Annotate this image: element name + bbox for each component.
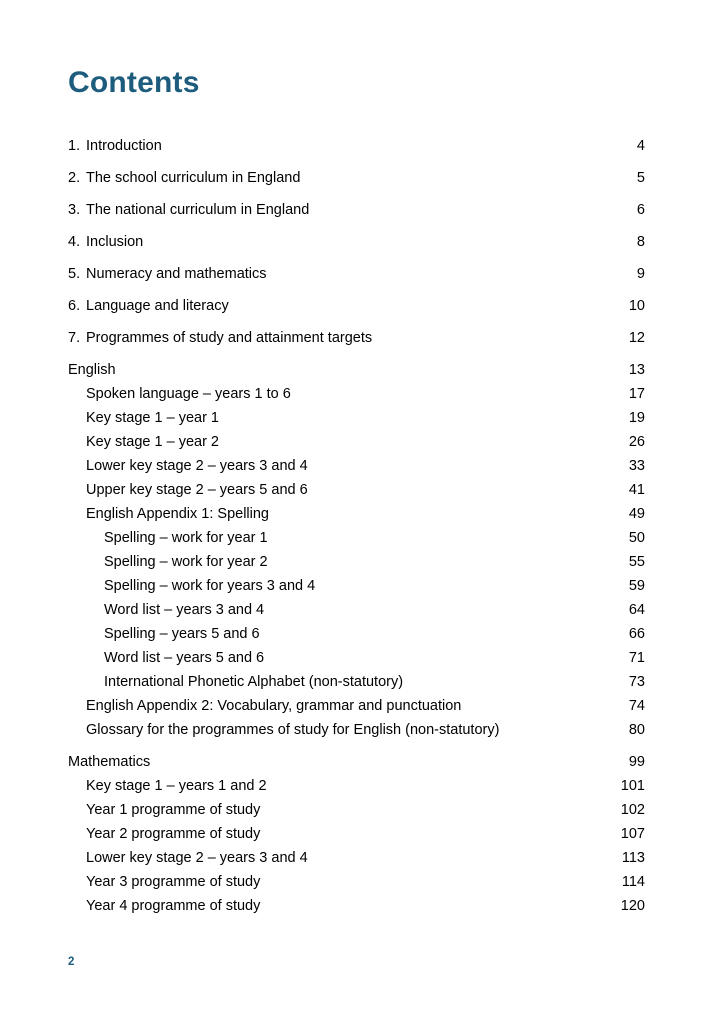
toc-entry[interactable]	[68, 846, 645, 870]
toc-entry-page-number: 102	[620, 802, 645, 818]
toc-entry[interactable]	[68, 478, 645, 502]
toc-entry-page-number: 80	[628, 722, 645, 738]
toc-entry-label: Year 4 programme of study	[86, 898, 261, 914]
toc-entry-page-number: 55	[628, 554, 645, 570]
toc-entry-label: English	[68, 362, 116, 378]
toc-entry-number: 7.	[68, 330, 81, 346]
toc-entry[interactable]	[68, 166, 645, 190]
toc-entry-page-number: 114	[621, 874, 645, 890]
toc-entry[interactable]	[68, 198, 645, 222]
toc-entry-label: Spelling – work for years 3 and 4	[104, 578, 316, 594]
toc-entry-page-number: 101	[620, 778, 645, 794]
toc-entry-page-number: 113	[621, 850, 645, 866]
toc-entry[interactable]	[68, 134, 645, 158]
toc-entry-page-number: 5	[636, 170, 645, 186]
toc-entry-page-number: 4	[636, 138, 645, 154]
toc-entry[interactable]	[68, 454, 645, 478]
toc-entry-page-number: 66	[628, 626, 645, 642]
toc-entry-page-number: 6	[636, 202, 645, 218]
toc-entry-page-number: 17	[628, 386, 645, 402]
toc-entry-label: Inclusion	[86, 234, 144, 250]
toc-entry-label: Year 1 programme of study	[86, 802, 261, 818]
toc-entry-label: Upper key stage 2 – years 5 and 6	[86, 482, 308, 498]
toc-entry-page-number: 8	[636, 234, 645, 250]
toc-entry-label: Word list – years 3 and 4	[104, 602, 265, 618]
toc-entry-label: Language and literacy	[86, 298, 229, 314]
toc-entry[interactable]	[68, 230, 645, 254]
toc-entry[interactable]	[68, 406, 645, 430]
toc-entry-label: The national curriculum in England	[86, 202, 310, 218]
toc-entry[interactable]	[68, 502, 645, 526]
toc-entry[interactable]	[68, 870, 645, 894]
page-title: Contents	[68, 66, 200, 99]
toc-entry-page-number: 49	[628, 506, 645, 522]
toc-entry[interactable]	[68, 822, 645, 846]
toc-entry-label: Key stage 1 – year 1	[86, 410, 219, 426]
toc-entry[interactable]	[68, 646, 645, 670]
toc-entry-number: 3.	[68, 202, 81, 218]
toc-entry[interactable]	[68, 774, 645, 798]
toc-entry-page-number: 33	[628, 458, 645, 474]
toc-entry-number: 1.	[68, 138, 81, 154]
table-of-contents	[68, 134, 645, 918]
toc-entry-label: Word list – years 5 and 6	[104, 650, 265, 666]
toc-entry[interactable]	[68, 694, 645, 718]
toc-entry-page-number: 19	[628, 410, 645, 426]
toc-entry-label: Glossary for the programmes of study for English (non-statutory)	[86, 722, 500, 738]
toc-entry-label: Spelling – work for year 1	[104, 530, 268, 546]
toc-entry[interactable]	[68, 550, 645, 574]
toc-entry-label: Key stage 1 – year 2	[86, 434, 219, 450]
toc-entry[interactable]	[68, 326, 645, 350]
toc-entry[interactable]	[68, 718, 645, 742]
toc-entry-number: 5.	[68, 266, 81, 282]
toc-entry-page-number: 74	[628, 698, 645, 714]
toc-entry-label: English Appendix 2: Vocabulary, grammar and punctuation	[86, 698, 462, 714]
toc-entry-label: Spelling – years 5 and 6	[104, 626, 260, 642]
toc-entry-label: Key stage 1 – years 1 and 2	[86, 778, 267, 794]
toc-entry-label: Spoken language – years 1 to 6	[86, 386, 291, 402]
toc-entry[interactable]	[68, 750, 645, 774]
toc-entry-label: Numeracy and mathematics	[86, 266, 267, 282]
toc-entry-page-number: 12	[628, 330, 645, 346]
toc-entry-label: Programmes of study and attainment targets	[86, 330, 373, 346]
footer-page-number: 2	[68, 956, 75, 968]
toc-entry[interactable]	[68, 294, 645, 318]
toc-entry-page-number: 26	[628, 434, 645, 450]
toc-entry-page-number: 41	[628, 482, 645, 498]
toc-entry-page-number: 50	[628, 530, 645, 546]
toc-entry-page-number: 107	[620, 826, 645, 842]
toc-entry-label: Year 2 programme of study	[86, 826, 261, 842]
toc-entry-page-number: 13	[628, 362, 645, 378]
toc-entry-label: Introduction	[86, 138, 162, 154]
toc-entry[interactable]	[68, 574, 645, 598]
toc-entry-label: Lower key stage 2 – years 3 and 4	[86, 850, 308, 866]
toc-entry-label: English Appendix 1: Spelling	[86, 506, 269, 522]
toc-entry[interactable]	[68, 622, 645, 646]
toc-entry[interactable]	[68, 598, 645, 622]
toc-entry-label: Year 3 programme of study	[86, 874, 261, 890]
toc-entry-page-number: 120	[620, 898, 645, 914]
toc-entry[interactable]	[68, 358, 645, 382]
toc-entry-number: 4.	[68, 234, 81, 250]
toc-entry-page-number: 71	[628, 650, 645, 666]
toc-entry[interactable]	[68, 382, 645, 406]
toc-entry-number: 6.	[68, 298, 81, 314]
toc-entry[interactable]	[68, 526, 645, 550]
toc-entry-page-number: 10	[628, 298, 645, 314]
toc-entry[interactable]	[68, 430, 645, 454]
toc-entry-page-number: 99	[628, 754, 645, 770]
toc-entry-label: The school curriculum in England	[86, 170, 301, 186]
toc-entry[interactable]	[68, 262, 645, 286]
toc-entry-page-number: 9	[636, 266, 645, 282]
toc-entry-page-number: 64	[628, 602, 645, 618]
toc-entry-label: Lower key stage 2 – years 3 and 4	[86, 458, 308, 474]
toc-entry[interactable]	[68, 670, 645, 694]
toc-entry-label: Spelling – work for year 2	[104, 554, 268, 570]
toc-entry-page-number: 73	[628, 674, 645, 690]
toc-entry-label: International Phonetic Alphabet (non-statutory)	[104, 674, 404, 690]
toc-entry-page-number: 59	[628, 578, 645, 594]
toc-entry[interactable]	[68, 798, 645, 822]
toc-entry-label: Mathematics	[68, 754, 151, 770]
toc-entry-number: 2.	[68, 170, 81, 186]
toc-entry[interactable]	[68, 894, 645, 918]
